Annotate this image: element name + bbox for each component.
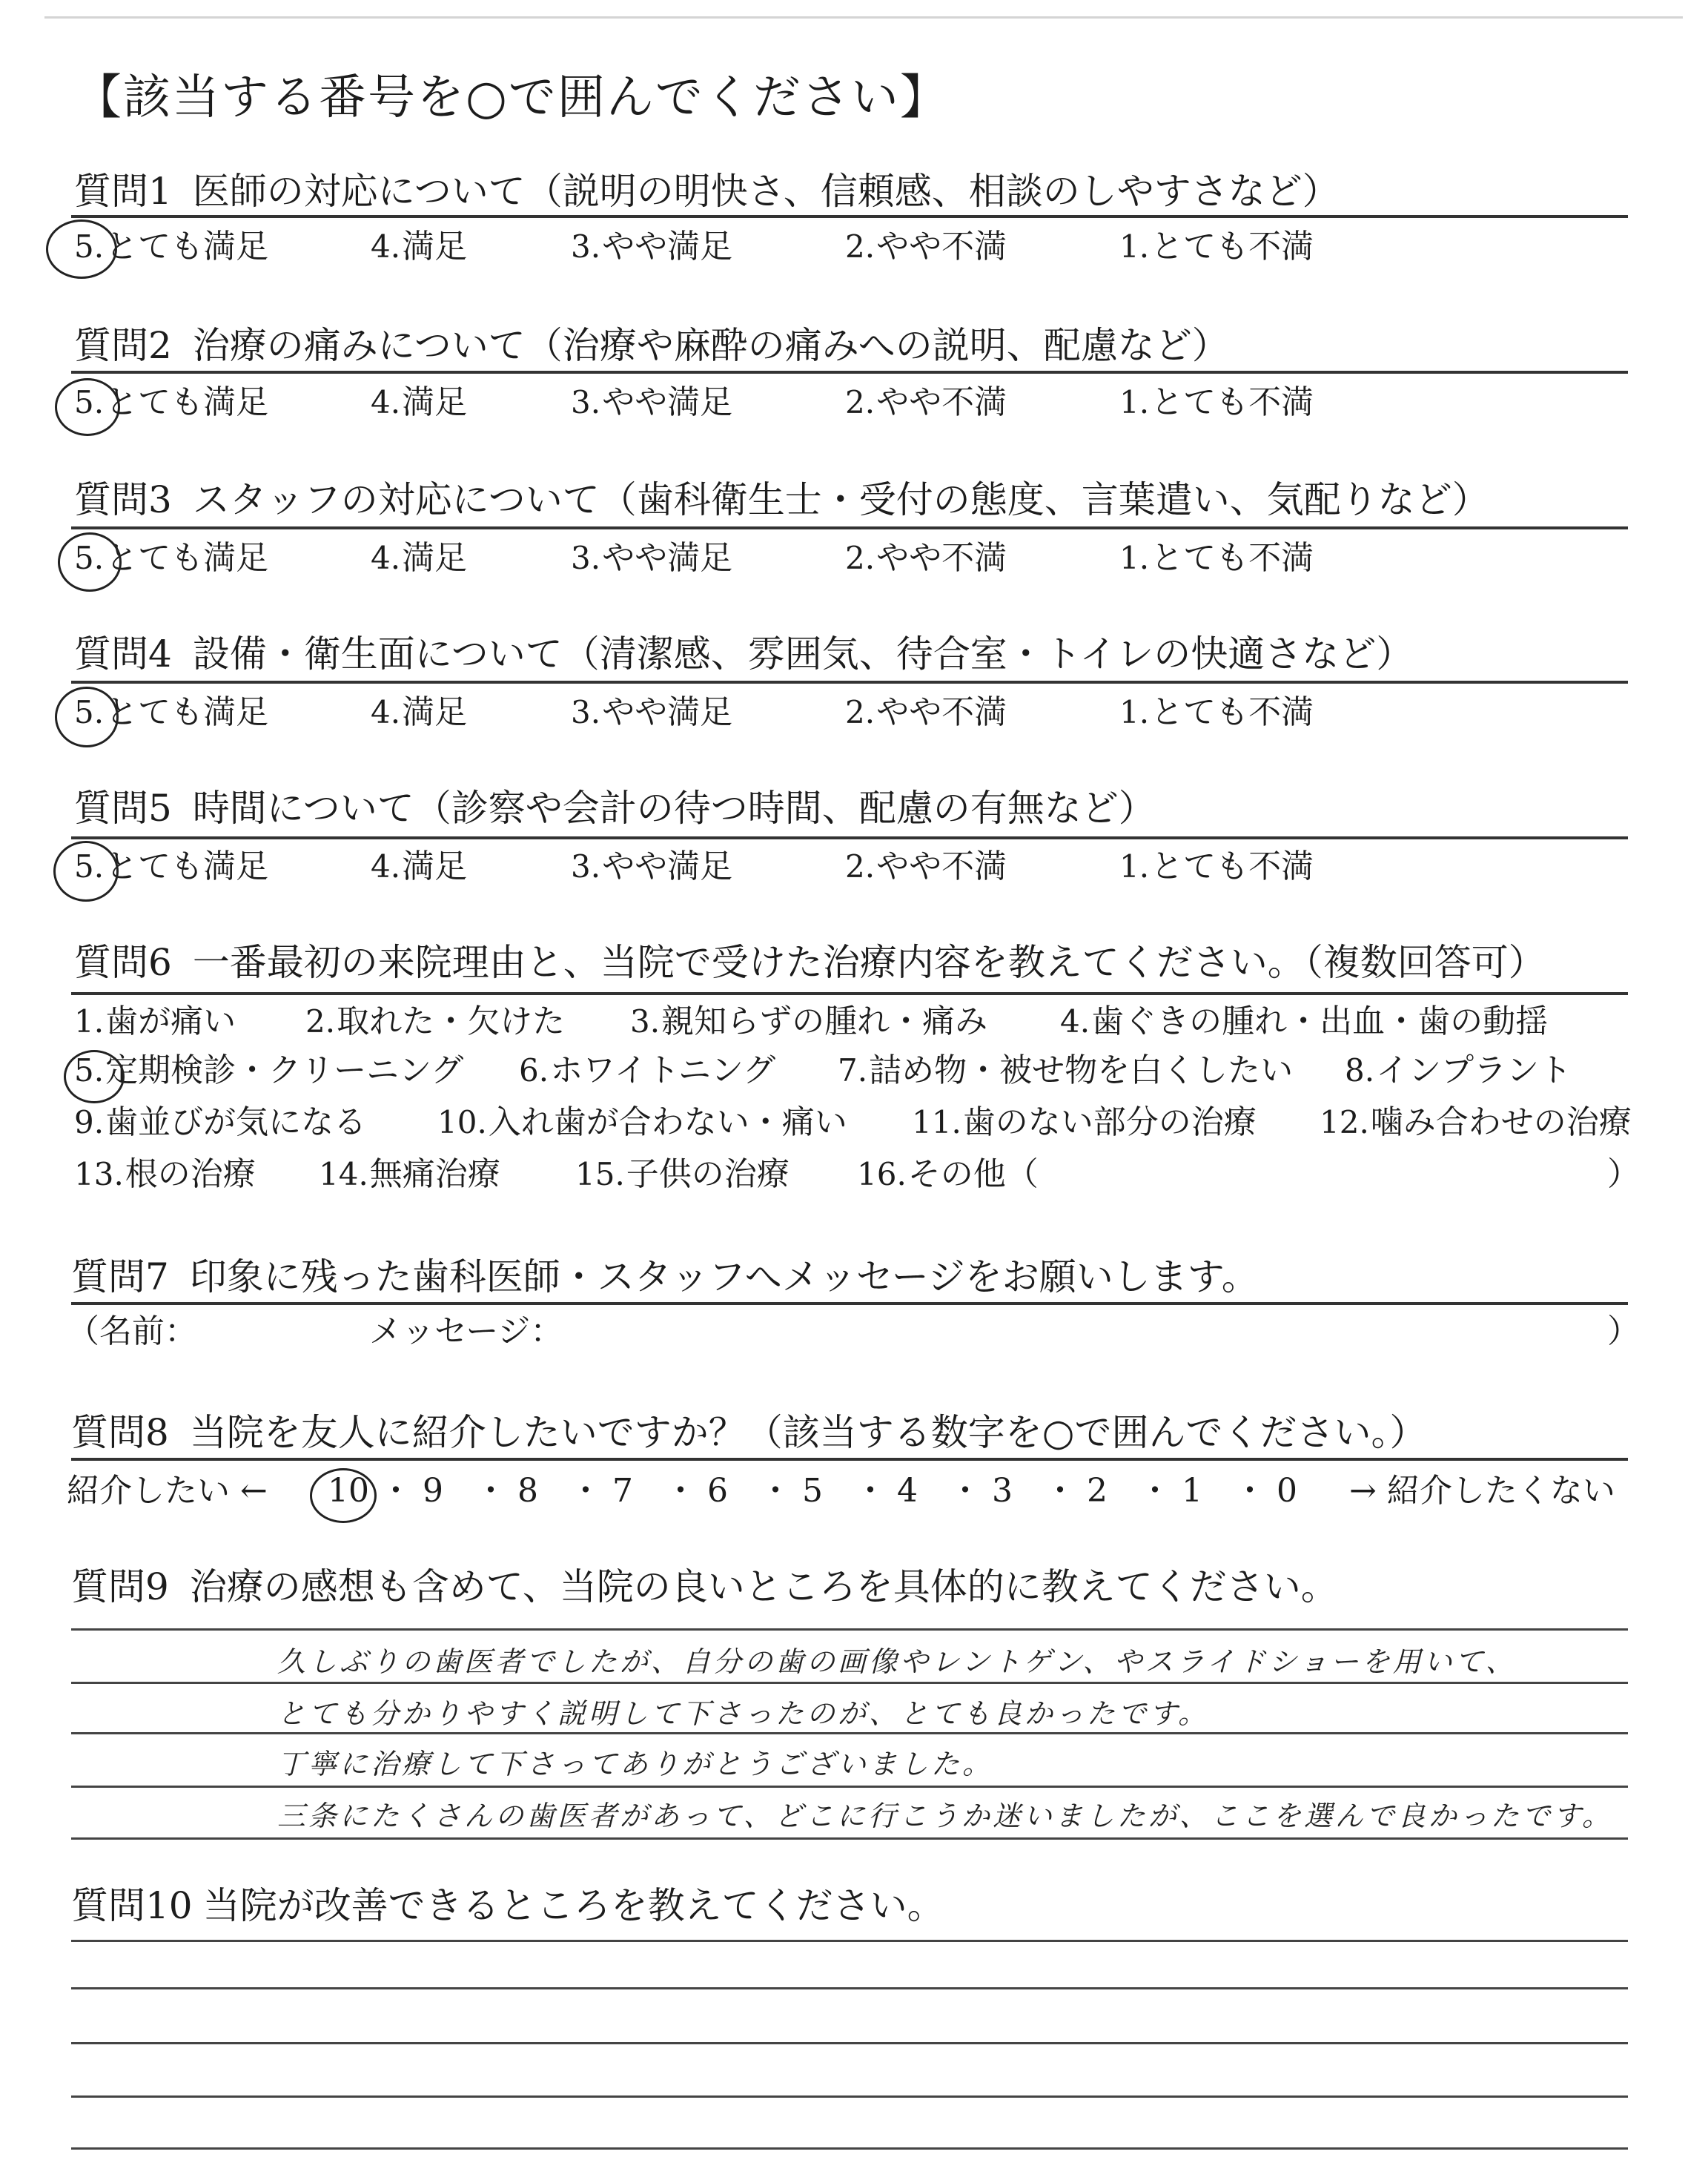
option-1[interactable] — [1119, 538, 1314, 579]
scale-value-0[interactable]: 0 — [1277, 1472, 1297, 1510]
question-text: 一番最初の来院理由と、当院で受けた治療内容を教えてください。（複数回答可） — [192, 941, 1546, 984]
handwritten-answer-line: 久しぶりの歯医者でしたが、自分の歯の画像やレントゲン、やスライドショーを用いて、 — [277, 1645, 1517, 1678]
question-4 — [74, 632, 1413, 676]
question-8 — [71, 1410, 1426, 1455]
question-1 — [74, 169, 1340, 214]
option-label: 満足 — [402, 693, 468, 731]
option-number: 8. — [1345, 1052, 1375, 1089]
option-number: 10. — [437, 1104, 487, 1140]
option-label: その他（ — [907, 1155, 1039, 1193]
scale-separator: ・ — [1139, 1472, 1171, 1510]
option-number: 16. — [857, 1156, 907, 1192]
treatment-option-2[interactable] — [305, 1001, 565, 1043]
option-number: 2. — [845, 848, 875, 885]
option-label: やや満足 — [602, 693, 733, 731]
question-10 — [71, 1883, 944, 1928]
question-rule — [71, 1302, 1628, 1305]
writing-line — [71, 1837, 1628, 1840]
option-label: 満足 — [402, 228, 468, 265]
close-paren: ） — [1607, 1312, 1640, 1350]
question-number: 質問5 — [74, 787, 172, 830]
scale-separator: ・ — [664, 1472, 697, 1510]
option-number: 1. — [1119, 384, 1150, 420]
option-3[interactable] — [571, 538, 732, 579]
option-label: 噛み合わせの治療 — [1370, 1103, 1632, 1141]
question-text: 治療の感想も含めて、当院の良いところを具体的に教えてください。 — [189, 1565, 1338, 1608]
option-label: とても不満 — [1151, 848, 1314, 885]
selection-circle — [64, 1050, 125, 1103]
option-number: 3. — [571, 228, 601, 265]
scale-left-label: 紹介したい ← — [67, 1472, 268, 1510]
option-4[interactable] — [371, 538, 467, 579]
writing-line — [71, 1732, 1628, 1734]
treatment-option-8[interactable] — [1345, 1050, 1572, 1091]
option-label: とても不満 — [1151, 539, 1314, 577]
question-text: スタッフの対応について（歯科衛生士・受付の態度、言葉遣い、気配りなど） — [192, 478, 1489, 521]
option-label: 詰め物・被せ物を白くしたい — [869, 1051, 1294, 1089]
option-number: 14. — [319, 1156, 368, 1192]
option-number: 13. — [74, 1156, 124, 1192]
option-label: やや不満 — [876, 228, 1007, 265]
option-number: 9. — [74, 1104, 105, 1140]
selection-circle — [46, 219, 117, 279]
question-number: 質問2 — [74, 324, 172, 367]
writing-line — [71, 1786, 1628, 1788]
scale-value-10[interactable]: 10 — [328, 1472, 369, 1510]
option-number: 1. — [1119, 540, 1150, 576]
option-label: とても満足 — [105, 383, 269, 421]
question-number: 質問6 — [74, 941, 172, 984]
scale-value-5[interactable]: 5 — [802, 1472, 823, 1510]
question-7 — [71, 1255, 1259, 1299]
question-3 — [74, 478, 1489, 522]
option-number: 4. — [371, 384, 401, 420]
option-label: 満足 — [402, 539, 468, 577]
scale-value-9[interactable]: 9 — [423, 1472, 443, 1510]
option-label: とても不満 — [1151, 693, 1314, 731]
name-label: （名前： — [67, 1312, 197, 1350]
treatment-option-13[interactable] — [74, 1154, 256, 1195]
option-3[interactable] — [571, 846, 732, 888]
question-text: 治療の痛みについて（治療や麻酔の痛みへの説明、配慮など） — [192, 324, 1229, 367]
scale-value-6[interactable]: 6 — [707, 1472, 728, 1510]
treatment-option-11[interactable] — [912, 1102, 1257, 1143]
option-number: 2. — [845, 694, 875, 730]
option-3[interactable] — [571, 692, 732, 733]
writing-line — [71, 1628, 1628, 1631]
option-label: やや満足 — [602, 539, 733, 577]
option-4[interactable] — [371, 226, 467, 268]
handwritten-answer-line: 丁寧に治療して下さってありがとうございました。 — [277, 1748, 994, 1780]
option-number: 2. — [845, 384, 875, 420]
question-rule — [71, 681, 1628, 684]
option-label: 入れ歯が合わない・痛い — [488, 1103, 847, 1141]
writing-line — [71, 1682, 1628, 1684]
scale-separator: ・ — [380, 1472, 412, 1510]
option-number: 1. — [74, 1003, 105, 1040]
option-number: 1. — [1119, 694, 1150, 730]
option-label: 根の治療 — [125, 1155, 256, 1193]
option-label: 満足 — [402, 383, 468, 421]
scale-separator: ・ — [854, 1472, 887, 1510]
option-number: 3. — [571, 848, 601, 885]
question-2 — [74, 323, 1229, 368]
option-number: 12. — [1320, 1104, 1369, 1140]
option-label: やや不満 — [876, 539, 1007, 577]
option-number: 1. — [1119, 228, 1150, 265]
option-label: やや満足 — [602, 383, 733, 421]
option-number: 4. — [371, 694, 401, 730]
option-4[interactable] — [371, 846, 467, 888]
treatment-option-16[interactable] — [857, 1154, 1039, 1195]
question-number: 質問4 — [74, 633, 172, 676]
option-number: 5. — [74, 848, 105, 885]
option-number: 4. — [371, 848, 401, 885]
page-title: 【該当する番号を○で囲んでください】 — [74, 70, 949, 125]
option-number: 3. — [630, 1003, 661, 1040]
option-2[interactable] — [845, 846, 1007, 888]
writing-line — [71, 2095, 1628, 2098]
question-text: 医師の対応について（説明の明快さ、信頼感、相談のしやすさなど） — [192, 170, 1340, 213]
selection-circle — [310, 1468, 377, 1523]
question-number: 質問1 — [74, 170, 172, 213]
option-2[interactable] — [845, 382, 1007, 423]
option-2[interactable] — [845, 226, 1007, 268]
question-text: 時間について（診察や会計の待つ時間、配慮の有無など） — [192, 787, 1156, 830]
scale-separator: ・ — [1234, 1472, 1266, 1510]
option-label: 親知らずの腫れ・痛み — [661, 1003, 988, 1040]
question-text: 印象に残った歯科医師・スタッフへメッセージをお願いします。 — [189, 1255, 1259, 1298]
question-text: 当院が改善できるところを教えてください。 — [202, 1884, 944, 1927]
option-label: 子供の治療 — [626, 1155, 790, 1193]
treatment-option-3[interactable] — [630, 1001, 987, 1043]
treatment-option-12[interactable] — [1320, 1102, 1632, 1143]
option-2[interactable] — [845, 692, 1007, 733]
option-label: とても満足 — [105, 848, 269, 885]
option-label: 満足 — [402, 848, 468, 885]
scale-value-8[interactable]: 8 — [517, 1472, 538, 1510]
writing-line — [71, 2147, 1628, 2150]
option-number: 4. — [371, 228, 401, 265]
scale-separator: ・ — [474, 1472, 507, 1510]
handwritten-answer-line: 三条にたくさんの歯医者があって、どこに行こうか迷いましたが、ここを選んで良かったです。 — [277, 1800, 1613, 1832]
question-text: 当院を友人に紹介したいですか？（該当する数字を○で囲んでください。） — [189, 1411, 1427, 1454]
option-number: 11. — [912, 1104, 961, 1140]
close-paren: ） — [1607, 1155, 1640, 1193]
option-label: 歯ぐきの腫れ・出血・歯の動揺 — [1091, 1003, 1549, 1040]
writing-line — [71, 2042, 1628, 2044]
option-3[interactable] — [571, 382, 732, 423]
treatment-option-5[interactable] — [74, 1050, 463, 1091]
option-label: とても満足 — [105, 539, 269, 577]
option-label: とても不満 — [1151, 228, 1314, 265]
option-label: やや満足 — [602, 228, 733, 265]
question-rule — [71, 215, 1628, 218]
treatment-option-1[interactable] — [74, 1001, 236, 1043]
question-9 — [71, 1565, 1338, 1609]
scale-right-label: → 紹介したくない — [1349, 1472, 1615, 1510]
option-1[interactable] — [1119, 226, 1314, 268]
scale-value-4[interactable]: 4 — [897, 1472, 918, 1510]
option-number: 4. — [1060, 1003, 1090, 1040]
question-rule — [71, 1458, 1628, 1461]
question-number: 質問8 — [71, 1411, 169, 1454]
option-1[interactable] — [1119, 692, 1314, 733]
option-number: 5. — [74, 384, 105, 420]
option-label: 定期検診・クリーニング — [105, 1051, 464, 1089]
message-label: メッセージ： — [369, 1312, 563, 1350]
option-1[interactable] — [1119, 846, 1314, 888]
option-number: 5. — [74, 540, 105, 576]
option-label: やや不満 — [876, 693, 1007, 731]
option-4[interactable] — [371, 382, 467, 423]
option-label: やや不満 — [876, 848, 1007, 885]
option-number: 3. — [571, 694, 601, 730]
option-number: 2. — [845, 228, 875, 265]
question-rule — [71, 526, 1628, 529]
treatment-option-14[interactable] — [319, 1154, 500, 1195]
question-5 — [74, 786, 1156, 830]
option-label: 歯並びが気になる — [105, 1103, 367, 1141]
option-label: 歯のない部分の治療 — [962, 1103, 1257, 1141]
treatment-option-15[interactable] — [575, 1154, 790, 1195]
option-number: 4. — [371, 540, 401, 576]
option-number: 1. — [1119, 848, 1150, 885]
option-number: 3. — [571, 540, 601, 576]
writing-line — [71, 1940, 1628, 1942]
option-label: ホワイトニング — [550, 1051, 776, 1089]
option-number: 6. — [519, 1052, 549, 1089]
option-label: 無痛治療 — [369, 1155, 500, 1193]
treatment-option-7[interactable] — [838, 1050, 1293, 1091]
option-label: やや不満 — [876, 383, 1007, 421]
scale-separator: ・ — [759, 1472, 792, 1510]
option-1[interactable] — [1119, 382, 1314, 423]
scale-value-2[interactable]: 2 — [1087, 1472, 1108, 1510]
question-number: 質問3 — [74, 478, 172, 521]
selection-circle — [55, 378, 120, 436]
top-border — [44, 16, 1683, 19]
option-number: 2. — [305, 1003, 336, 1040]
question-rule — [71, 992, 1628, 995]
scale-value-1[interactable]: 1 — [1182, 1472, 1202, 1510]
selection-circle — [53, 841, 119, 902]
question-rule — [71, 371, 1628, 374]
treatment-option-6[interactable] — [519, 1050, 775, 1091]
option-label: やや満足 — [602, 848, 733, 885]
option-label: とても不満 — [1151, 383, 1314, 421]
question-number: 質問9 — [71, 1565, 169, 1608]
treatment-option-9[interactable] — [74, 1102, 366, 1143]
option-label: 歯が痛い — [105, 1003, 236, 1040]
scale-separator: ・ — [1044, 1472, 1076, 1510]
scale-value-3[interactable]: 3 — [992, 1472, 1013, 1510]
treatment-option-4[interactable] — [1060, 1001, 1548, 1043]
option-label: 取れた・欠けた — [337, 1003, 566, 1040]
selection-circle — [58, 532, 122, 592]
option-number: 5. — [74, 1052, 105, 1089]
scale-value-7[interactable]: 7 — [612, 1472, 633, 1510]
question-number: 質問10 — [71, 1884, 193, 1927]
question-text: 設備・衛生面について（清潔感、雰囲気、待合室・トイレの快適さなど） — [192, 633, 1414, 676]
option-2[interactable] — [845, 538, 1007, 579]
writing-line — [71, 1987, 1628, 1989]
option-label: インプラント — [1376, 1051, 1572, 1089]
selection-circle — [55, 687, 119, 747]
option-label: とても満足 — [105, 228, 269, 265]
option-4[interactable] — [371, 692, 467, 733]
option-number: 5. — [74, 228, 105, 265]
treatment-option-10[interactable] — [437, 1102, 847, 1143]
handwritten-answer-line: とても分かりやすく説明して下さったのが、とても良かったです。 — [277, 1697, 1209, 1730]
scale-separator: ・ — [569, 1472, 602, 1510]
question-rule — [71, 836, 1628, 839]
option-number: 5. — [74, 694, 105, 730]
option-label: とても満足 — [105, 693, 269, 731]
question-6 — [74, 940, 1546, 985]
question-number: 質問7 — [71, 1255, 169, 1298]
option-number: 3. — [571, 384, 601, 420]
option-number: 2. — [845, 540, 875, 576]
option-number: 15. — [575, 1156, 625, 1192]
option-number: 7. — [838, 1052, 868, 1089]
option-3[interactable] — [571, 226, 732, 268]
scale-separator: ・ — [949, 1472, 982, 1510]
